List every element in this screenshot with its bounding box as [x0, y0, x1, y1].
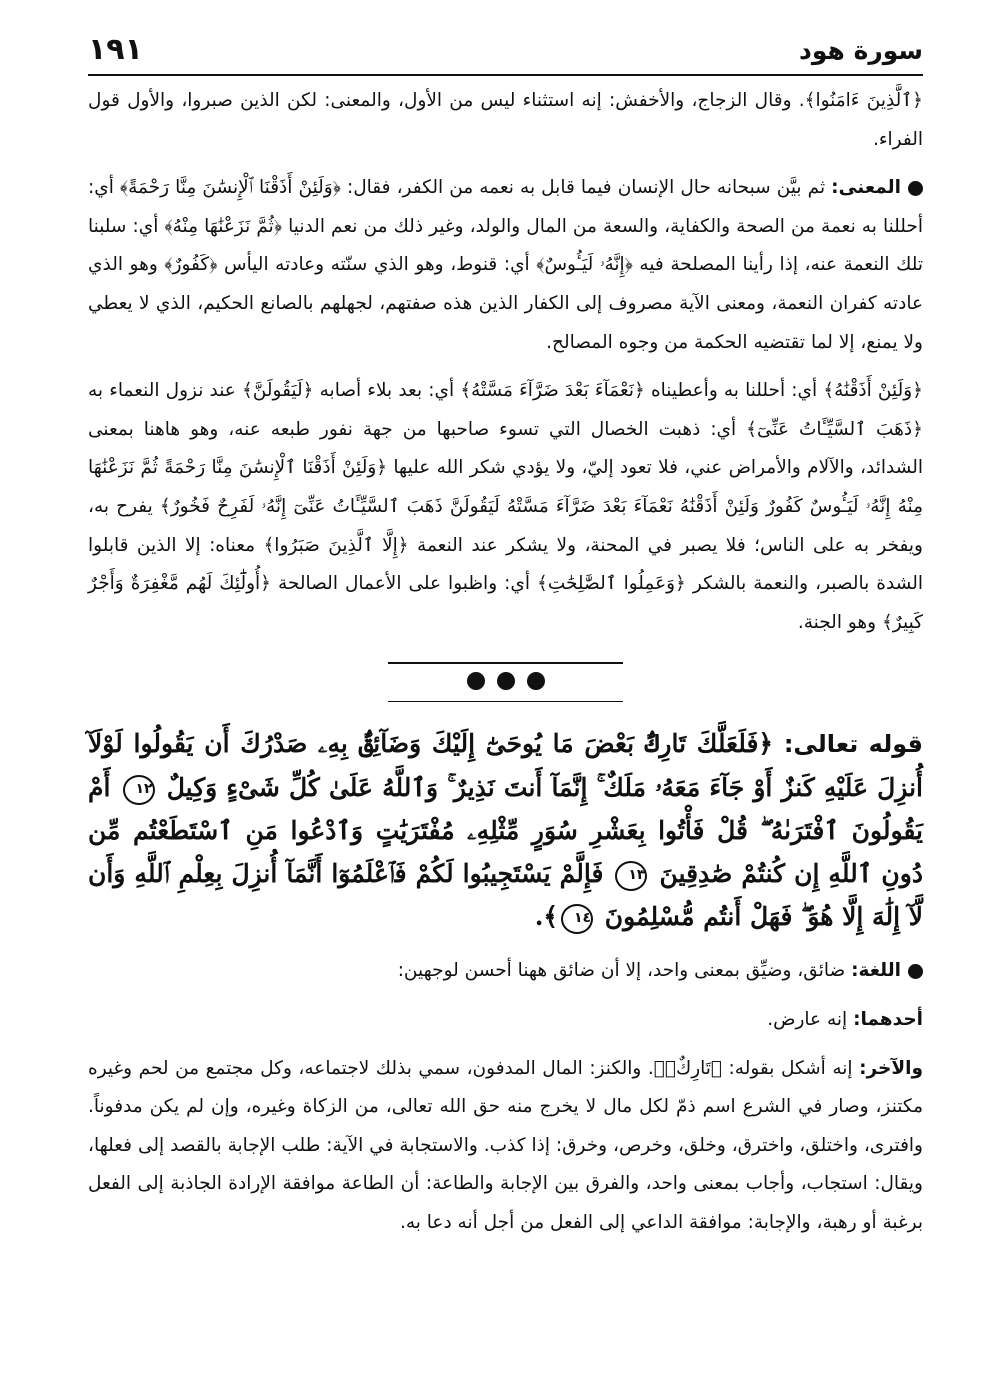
- bullet-icon: [908, 181, 923, 196]
- meaning-label: المعنى:: [831, 177, 901, 199]
- first-label: أحدهما:: [853, 1008, 923, 1030]
- paragraph-lugha: [88, 952, 923, 991]
- bullet-icon: [908, 964, 923, 979]
- divider-dots: [388, 672, 623, 694]
- verse-part-3: فَإِلَّمْ يَسْتَجِيبُوا لَكُمْ فَٱعْلَمُوٓا أَنَّمَآ أُنزِلَ بِعِلْمِ ٱللَّهِ وَأَن لَّآ إِلَٰهَ إِلَّا هُوَ ۖ فَهَلْ أَنتُم مُّسْلِمُونَ: [88, 859, 923, 932]
- ayah-number-13: ١٣: [615, 861, 647, 891]
- paragraph-intro: ﴿ٱلَّذِينَ ءَامَنُوا﴾. وقال الزجاج، والأخفش: إنه استثناء ليس من الأول، والمعنى: لكن الذين صبروا، والأول قول الفراء.: [88, 90, 923, 150]
- lugha-label: اللغة:: [851, 960, 901, 982]
- document-page: [88, 30, 923, 1370]
- meaning-text: ثم بيَّن سبحانه حال الإنسان فيما قابل به نعمه من الكفر، فقال: ﴿وَلَئِنْ أَذَقْنَا ٱلْإِنسَٰنَ مِنَّا رَحْمَةً﴾ أي: أحللنا به نعمة من الصحة والكفاية، والسعة من المال والولد، وغير ذلك من نعم الدنيا ﴿ثُمَّ نَزَعْنَٰهَا مِنْهُ﴾ أي: سلبنا تلك النعمة عنه، إذا رأينا المصلحة فيه ﴿إِنَّهُۥ لَيَـُٔوسٌ﴾ أي: قنوط، وهو الذي سنّته وعادته اليأس ﴿كَفُورٌ﴾ وهو الذي عادته كفران النعمة، ومعنى الآية مصروف إلى الكفار الذين هذه صفتهم، لجهلهم بالصانع الحكيم، الذي لا يعطي ولا يمنع، إلا لما تقتضيه الحكمة من وجوه المصالح.: [88, 177, 923, 353]
- paragraph-first-reason: [88, 1001, 923, 1040]
- ayah-number-14: ١٤: [561, 904, 593, 934]
- dot-icon: [497, 672, 515, 690]
- surah-name: سورة هود: [799, 36, 923, 65]
- page-header: [88, 30, 923, 76]
- body: [88, 82, 923, 642]
- verse-part-2: أَمْ يَقُولُونَ ٱفْتَرَىٰهُ ۖ قُلْ فَأْتُوا بِعَشْرِ سُوَرٍ مِّثْلِهِۦ مُفْتَرَيَٰتٍ وَٱدْعُوا مَنِ ٱسْتَطَعْتُم مِّن دُونِ ٱللَّهِ إِن كُنتُمْ صَٰدِقِينَ: [88, 773, 923, 889]
- ayah-number-12: ١٢: [123, 775, 155, 805]
- paragraph-second-reason: [88, 1050, 923, 1243]
- other-text: إنه أشكل بقوله: ﴿تَارِكٌۢ﴾. والكنز: المال المدفون، سمي بذلك لاجتماعه، وكل مجتمع من لحم وغيره مكتنز، وصار في الشرع اسم ذمّ لكل مال لا يخرج منه حق الله تعالى، من الزكاة وغيره، وإن لم يكن مدفوناً. وافترى، واختلق، واخترق، وخلق، وخرص، وخرق: إذا كذب. والاستجابة في الآية: طلب الإجابة بالقصد إلى فعلها، ويقال: استجاب، وأجاب بمعنى واحد، والفرق بين الإجابة والطاعة: أن الطاعة موافقة الإرادة الجاذبة إلى الفعل برغبة أو رهبة، والإجابة: موافقة الداعي إلى الفعل من أجل أنه دعا به.: [88, 1057, 923, 1233]
- section-divider: [388, 662, 623, 702]
- divider-line-top: [388, 662, 623, 664]
- first-text: إنه عارض.: [767, 1008, 848, 1030]
- divider-line-bottom: [388, 701, 623, 703]
- paragraph-commentary: ﴿وَلَئِنْ أَذَقْنَٰهُ﴾ أي: أحللنا به وأعطيناه ﴿نَعْمَآءَ بَعْدَ ضَرَّآءَ مَسَّتْهُ﴾ أي: بعد بلاء أصابه ﴿لَيَقُولَنَّ﴾ عند نزول النعماء به ﴿ذَهَبَ ٱلسَّيِّـَٔاتُ عَنِّىٓ﴾ أي: ذهبت الخصال التي تسوء صاحبها من جهة نفور طبعه عنه، وهو هاهنا بمعنى الشدائد، والآلام والأمراض عني، فلا تعود إليّ، ولا يؤدي شكر الله عليها ﴿وَلَئِنْ أَذَقْنَا ٱلْإِنسَٰنَ مِنَّا رَحْمَةً ثُمَّ نَزَعْنَٰهَا مِنْهُ إِنَّهُۥ لَيَـُٔوسٌ كَفُورٌ وَلَئِنْ أَذَقْنَٰهُ نَعْمَآءَ بَعْدَ ضَرَّآءَ مَسَّتْهُ لَيَقُولَنَّ ذَهَبَ ٱلسَّيِّـَٔاتُ عَنِّىٓ إِنَّهُۥ لَفَرِحٌ فَخُورٌ﴾ يفرح به، ويفخر به على الناس؛ فلا يصبر في المحنة، ولا يشكر عند النعمة ﴿إِلَّا ٱلَّذِينَ صَبَرُوا﴾ معناه: إلا الذين قابلوا الشدة بالصبر، والنعمة بالشكر ﴿وَعَمِلُوا ٱلصَّٰلِحَٰتِ﴾ أي: واظبوا على الأعمال الصالحة ﴿أُولَٰٓئِكَ لَهُم مَّغْفِرَةٌ وَأَجْرٌ كَبِيرٌ﴾ وهو الجنة.: [88, 380, 923, 633]
- verse-end: ﴾.: [534, 902, 559, 932]
- other-label: والآخر:: [859, 1057, 923, 1079]
- verse-part-1: ﴿فَلَعَلَّكَ تَارِكٌۢ بَعْضَ مَا يُوحَىٰٓ إِلَيْكَ وَضَآئِقٌۢ بِهِۦ صَدْرُكَ أَن يَقُولُوا لَوْلَآ أُنزِلَ عَلَيْهِ كَنزٌ أَوْ جَآءَ مَعَهُۥ مَلَكٌ ۚ إِنَّمَآ أَنتَ نَذِيرٌ ۚ وَٱللَّهُ عَلَىٰ كُلِّ شَىْءٍ وَكِيلٌ: [88, 729, 923, 803]
- lugha-text: ضائق، وضيِّق بمعنى واحد، إلا أن ضائق ههنا أحسن لوجهين:: [397, 960, 846, 982]
- page-number: ١٩١: [88, 32, 143, 67]
- paragraph-meaning: [88, 169, 923, 362]
- dot-icon: [527, 672, 545, 690]
- verse-label: قوله تعالى:: [783, 730, 923, 759]
- dot-icon: [467, 672, 485, 690]
- verse-block: [88, 722, 923, 938]
